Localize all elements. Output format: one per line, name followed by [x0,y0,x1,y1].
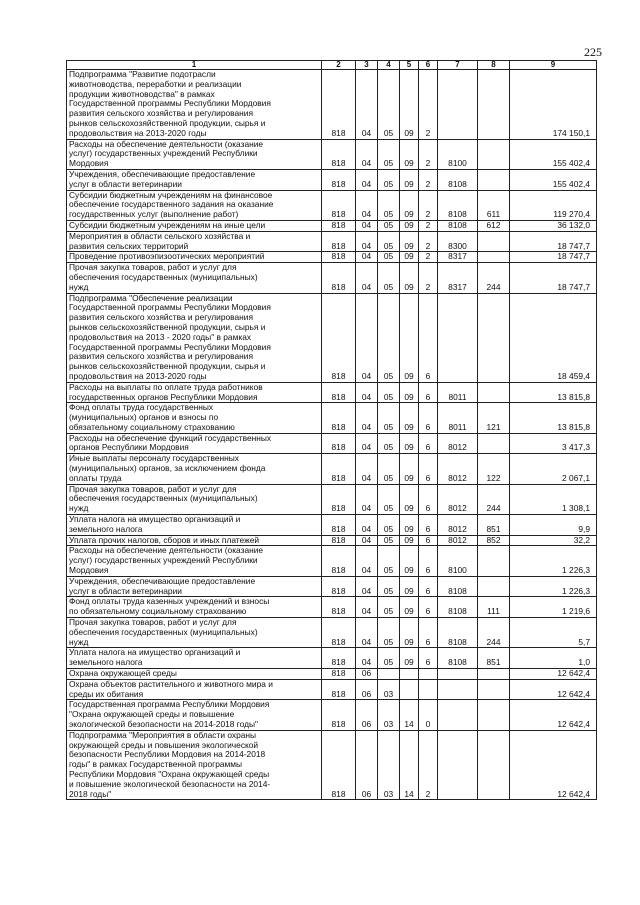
code-cell: 04 [356,220,378,231]
code-cell: 8108 [438,169,478,190]
row-name-cell: Прочая закупка товаров, работ и услуг для обеспечения государственных (муниципальных) нужд [67,484,322,514]
code-cell: 04 [356,70,378,140]
code-cell: 6 [419,403,438,433]
row-name-cell: Уплата налога на имущество организаций и земельного налога [67,515,322,536]
table-row [67,263,597,293]
table-row [67,139,597,169]
amount-cell: 119 270,4 [510,190,597,220]
code-cell: 09 [400,190,419,220]
row-name-cell: Субсидии бюджетным учреждениям на иные цели [67,220,322,231]
table-row [67,169,597,190]
code-cell: 06 [356,669,378,680]
row-name-cell: Охрана окружающей среды [67,669,322,680]
row-name-cell: Проведение противоэпизоотических мероприятий [67,252,322,263]
row-name-cell: Уплата прочих налогов, сборов и иных платежей [67,535,322,546]
row-name-cell: Фонд оплаты труда казенных учреждений и взносы по обязательному социальному страхованию [67,597,322,618]
code-cell: 6 [419,382,438,403]
code-cell: 06 [356,730,378,800]
amount-cell: 12 642,4 [510,669,597,680]
code-cell: 09 [400,618,419,648]
code-cell [438,70,478,140]
code-cell: 09 [400,139,419,169]
code-cell: 05 [378,190,400,220]
table-row [67,190,597,220]
table-row [67,293,597,382]
code-cell: 05 [378,220,400,231]
code-cell: 2 [419,70,438,140]
code-cell [419,669,438,680]
code-cell: 03 [378,700,400,730]
code-cell: 818 [322,648,356,669]
code-cell: 818 [322,515,356,536]
table-row [67,648,597,669]
code-cell: 04 [356,433,378,454]
code-cell: 818 [322,220,356,231]
amount-cell: 32,2 [510,535,597,546]
code-cell [438,730,478,800]
row-name-cell: Прочая закупка товаров, работ и услуг для обеспечения государственных (муниципальных) нужд [67,263,322,293]
code-cell: 818 [322,403,356,433]
row-name-cell: Расходы на выплаты по оплате труда работников государственных органов Республики Мордовия [67,382,322,403]
code-cell: 122 [478,454,510,484]
row-name-cell: Уплата налога на имущество организаций и земельного налога [67,648,322,669]
code-cell: 851 [478,515,510,536]
code-cell: 818 [322,669,356,680]
code-cell: 14 [400,700,419,730]
code-cell: 09 [400,433,419,454]
code-cell: 2 [419,139,438,169]
code-cell: 05 [378,293,400,382]
amount-cell: 9,9 [510,515,597,536]
code-cell: 09 [400,382,419,403]
code-cell: 8108 [438,597,478,618]
code-cell [438,679,478,700]
code-cell: 6 [419,454,438,484]
row-name-cell: Учреждения, обеспечивающие предоставление услуг в области ветеринарии [67,169,322,190]
amount-cell: 18 459,4 [510,293,597,382]
code-cell [478,700,510,730]
code-cell: 6 [419,648,438,669]
code-cell: 04 [356,454,378,484]
amount-cell: 1 226,3 [510,546,597,576]
table-row [67,679,597,700]
code-cell [400,669,419,680]
column-header: 4 [378,61,400,70]
code-cell: 05 [378,169,400,190]
code-cell: 818 [322,263,356,293]
code-cell: 04 [356,190,378,220]
row-name-cell: Подпрограмма "Развитие подотрасли животноводства, переработки и реализации продукции животноводства" в рамках Государственной программы Республики Мордовия развития сельского хозяйства и регулирования рынков сельскохозяйственной продукции, сырья и продовольствия на 2013-2020 годы [67,70,322,140]
table-row [67,433,597,454]
code-cell: 04 [356,618,378,648]
code-cell: 0 [419,700,438,730]
code-cell: 09 [400,576,419,597]
row-name-cell: Охрана объектов растительного и животного мира и среды их обитания [67,679,322,700]
code-cell: 09 [400,648,419,669]
amount-cell: 155 402,4 [510,139,597,169]
code-cell: 818 [322,700,356,730]
table-row [67,535,597,546]
code-cell: 818 [322,382,356,403]
code-cell: 6 [419,515,438,536]
code-cell: 06 [356,679,378,700]
column-header: 1 [67,61,322,70]
amount-cell: 1 226,3 [510,576,597,597]
code-cell: 244 [478,484,510,514]
code-cell: 8100 [438,546,478,576]
code-cell: 244 [478,618,510,648]
row-name-cell: Государственная программа Республики Мордовия "Охрана окружающей среды и повышение экологической безопасности на 2014-2018 годы" [67,700,322,730]
code-cell: 8108 [438,576,478,597]
table-row [67,231,597,252]
row-name-cell: Расходы на обеспечение деятельности (оказание услуг) государственных учреждений Республики Мордовия [67,139,322,169]
code-cell: 8300 [438,231,478,252]
amount-cell: 12 642,4 [510,679,597,700]
code-cell: 818 [322,139,356,169]
code-cell: 05 [378,70,400,140]
code-cell: 09 [400,546,419,576]
code-cell [478,70,510,140]
code-cell: 8012 [438,433,478,454]
code-cell: 05 [378,648,400,669]
code-cell: 09 [400,231,419,252]
row-name-cell: Фонд оплаты труда государственных (муниципальных) органов и взносы по обязательному социальному страхованию [67,403,322,433]
code-cell [438,293,478,382]
column-header: 7 [438,61,478,70]
budget-table [66,60,597,800]
code-cell: 8108 [438,648,478,669]
code-cell: 818 [322,597,356,618]
code-cell: 818 [322,70,356,140]
amount-cell: 3 417,3 [510,433,597,454]
code-cell: 05 [378,139,400,169]
code-cell: 611 [478,190,510,220]
code-cell: 818 [322,535,356,546]
code-cell: 818 [322,454,356,484]
table-row [67,70,597,140]
code-cell: 04 [356,597,378,618]
table-row [67,382,597,403]
table-row [67,730,597,800]
code-cell: 852 [478,535,510,546]
code-cell [478,433,510,454]
amount-cell: 13 815,8 [510,403,597,433]
code-cell: 09 [400,535,419,546]
code-cell: 04 [356,403,378,433]
code-cell: 6 [419,433,438,454]
code-cell: 6 [419,535,438,546]
code-cell: 818 [322,190,356,220]
code-cell: 04 [356,231,378,252]
code-cell: 818 [322,546,356,576]
code-cell: 818 [322,618,356,648]
code-cell: 8108 [438,618,478,648]
code-cell: 05 [378,403,400,433]
code-cell: 09 [400,484,419,514]
code-cell [478,669,510,680]
table-row [67,252,597,263]
row-name-cell: Подпрограмма "Мероприятия в области охраны окружающей среды и повышения экологической безопасности Республики Мордовия на 2014-2018 годы" в рамках Государственной программы Республики Мордовия "Охрана окружающей среды и повышение экологической безопасности на 2014- 2018 годы" [67,730,322,800]
code-cell: 2 [419,220,438,231]
column-header: 5 [400,61,419,70]
code-cell: 14 [400,730,419,800]
code-cell: 8100 [438,139,478,169]
row-name-cell: Учреждения, обеспечивающие предоставление услуг в области ветеринарии [67,576,322,597]
code-cell: 04 [356,139,378,169]
amount-cell: 12 642,4 [510,730,597,800]
code-cell: 111 [478,597,510,618]
code-cell: 6 [419,546,438,576]
code-cell: 6 [419,576,438,597]
code-cell: 2 [419,169,438,190]
code-cell: 818 [322,484,356,514]
amount-cell: 1,0 [510,648,597,669]
code-cell: 09 [400,454,419,484]
column-header: 9 [510,61,597,70]
code-cell: 09 [400,220,419,231]
code-cell: 8012 [438,484,478,514]
code-cell: 244 [478,263,510,293]
row-name-cell: Подпрограмма "Обеспечение реализации Государственной программы Республики Мордовия развития сельского хозяйства и регулирования рынков сельскохозяйственной продукции, сырья и продовольствия на 2013 - 2020 годы" в рамках Государственной программы Республики Мордовия развития сельского хозяйства и регулирования рынков сельскохозяйственной продукции, сырья и продовольствия на 2013-2020 годы [67,293,322,382]
table-row [67,403,597,433]
code-cell [478,730,510,800]
code-cell: 06 [356,700,378,730]
page-number: 225 [584,45,602,59]
amount-cell: 12 642,4 [510,700,597,730]
code-cell [478,293,510,382]
code-cell: 09 [400,169,419,190]
row-name-cell: Расходы на обеспечение функций государственных органов Республики Мордовия [67,433,322,454]
code-cell: 2 [419,190,438,220]
code-cell: 04 [356,169,378,190]
code-cell: 09 [400,403,419,433]
code-cell: 09 [400,70,419,140]
code-cell: 121 [478,403,510,433]
code-cell: 05 [378,484,400,514]
code-cell: 612 [478,220,510,231]
code-cell: 09 [400,515,419,536]
code-cell: 05 [378,546,400,576]
code-cell: 8108 [438,190,478,220]
code-cell: 818 [322,730,356,800]
code-cell: 818 [322,293,356,382]
amount-cell: 1 219,6 [510,597,597,618]
row-name-cell: Мероприятия в области сельского хозяйства и развития сельских территорий [67,231,322,252]
table-row [67,220,597,231]
code-cell: 818 [322,576,356,597]
code-cell: 05 [378,382,400,403]
code-cell [400,679,419,700]
code-cell: 04 [356,535,378,546]
code-cell: 04 [356,515,378,536]
code-cell: 818 [322,231,356,252]
code-cell: 2 [419,263,438,293]
code-cell: 03 [378,730,400,800]
code-cell: 2 [419,231,438,252]
amount-cell: 155 402,4 [510,169,597,190]
amount-cell: 5,7 [510,618,597,648]
code-cell: 8317 [438,263,478,293]
table-row [67,454,597,484]
code-cell: 05 [378,433,400,454]
code-cell: 05 [378,535,400,546]
code-cell: 09 [400,597,419,618]
code-cell [478,252,510,263]
amount-cell: 36 132,0 [510,220,597,231]
table-row [67,597,597,618]
code-cell [478,679,510,700]
code-cell: 04 [356,252,378,263]
code-cell [478,546,510,576]
code-cell: 8012 [438,535,478,546]
code-cell [478,169,510,190]
code-cell: 05 [378,597,400,618]
code-cell: 04 [356,648,378,669]
table-row [67,700,597,730]
amount-cell: 18 747,7 [510,231,597,252]
table-row [67,484,597,514]
code-cell: 818 [322,169,356,190]
code-cell: 8011 [438,382,478,403]
column-header: 2 [322,61,356,70]
code-cell: 8108 [438,220,478,231]
code-cell: 05 [378,263,400,293]
code-cell: 818 [322,433,356,454]
table-row [67,669,597,680]
column-header: 6 [419,61,438,70]
code-cell: 05 [378,618,400,648]
code-cell: 04 [356,293,378,382]
row-name-cell: Прочая закупка товаров, работ и услуг для обеспечения государственных (муниципальных) нужд [67,618,322,648]
code-cell: 8317 [438,252,478,263]
code-cell: 04 [356,484,378,514]
code-cell: 05 [378,252,400,263]
code-cell: 851 [478,648,510,669]
code-cell: 05 [378,454,400,484]
amount-cell: 18 747,7 [510,252,597,263]
code-cell: 09 [400,263,419,293]
table-row [67,546,597,576]
code-cell: 8012 [438,515,478,536]
amount-cell: 13 815,8 [510,382,597,403]
code-cell: 04 [356,382,378,403]
code-cell [438,700,478,730]
code-cell: 09 [400,293,419,382]
code-cell [438,669,478,680]
amount-cell: 2 067,1 [510,454,597,484]
code-cell: 05 [378,515,400,536]
table-row [67,618,597,648]
table-row [67,515,597,536]
row-name-cell: Расходы на обеспечение деятельности (оказание услуг) государственных учреждений Республики Мордовия [67,546,322,576]
code-cell: 8012 [438,454,478,484]
code-cell [478,576,510,597]
code-cell: 04 [356,576,378,597]
code-cell: 04 [356,263,378,293]
code-cell: 09 [400,252,419,263]
code-cell: 6 [419,597,438,618]
code-cell: 2 [419,252,438,263]
code-cell: 6 [419,618,438,648]
row-name-cell: Субсидии бюджетным учреждениям на финансовое обеспечение государственного задания на оказание государственных услуг (выполнение работ) [67,190,322,220]
row-name-cell: Иные выплаты персоналу государственных (муниципальных) органов, за исключением фонда оплаты труда [67,454,322,484]
column-header: 3 [356,61,378,70]
amount-cell: 1 308,1 [510,484,597,514]
code-cell [478,139,510,169]
table-row [67,576,597,597]
code-cell: 03 [378,679,400,700]
code-cell: 8011 [438,403,478,433]
amount-cell: 174 150,1 [510,70,597,140]
column-header: 8 [478,61,510,70]
code-cell [419,679,438,700]
code-cell [378,669,400,680]
code-cell: 05 [378,231,400,252]
code-cell: 6 [419,293,438,382]
code-cell: 2 [419,730,438,800]
amount-cell: 18 747,7 [510,263,597,293]
code-cell [478,231,510,252]
code-cell: 6 [419,484,438,514]
code-cell: 818 [322,679,356,700]
code-cell: 818 [322,252,356,263]
code-cell: 05 [378,576,400,597]
code-cell: 04 [356,546,378,576]
code-cell [478,382,510,403]
